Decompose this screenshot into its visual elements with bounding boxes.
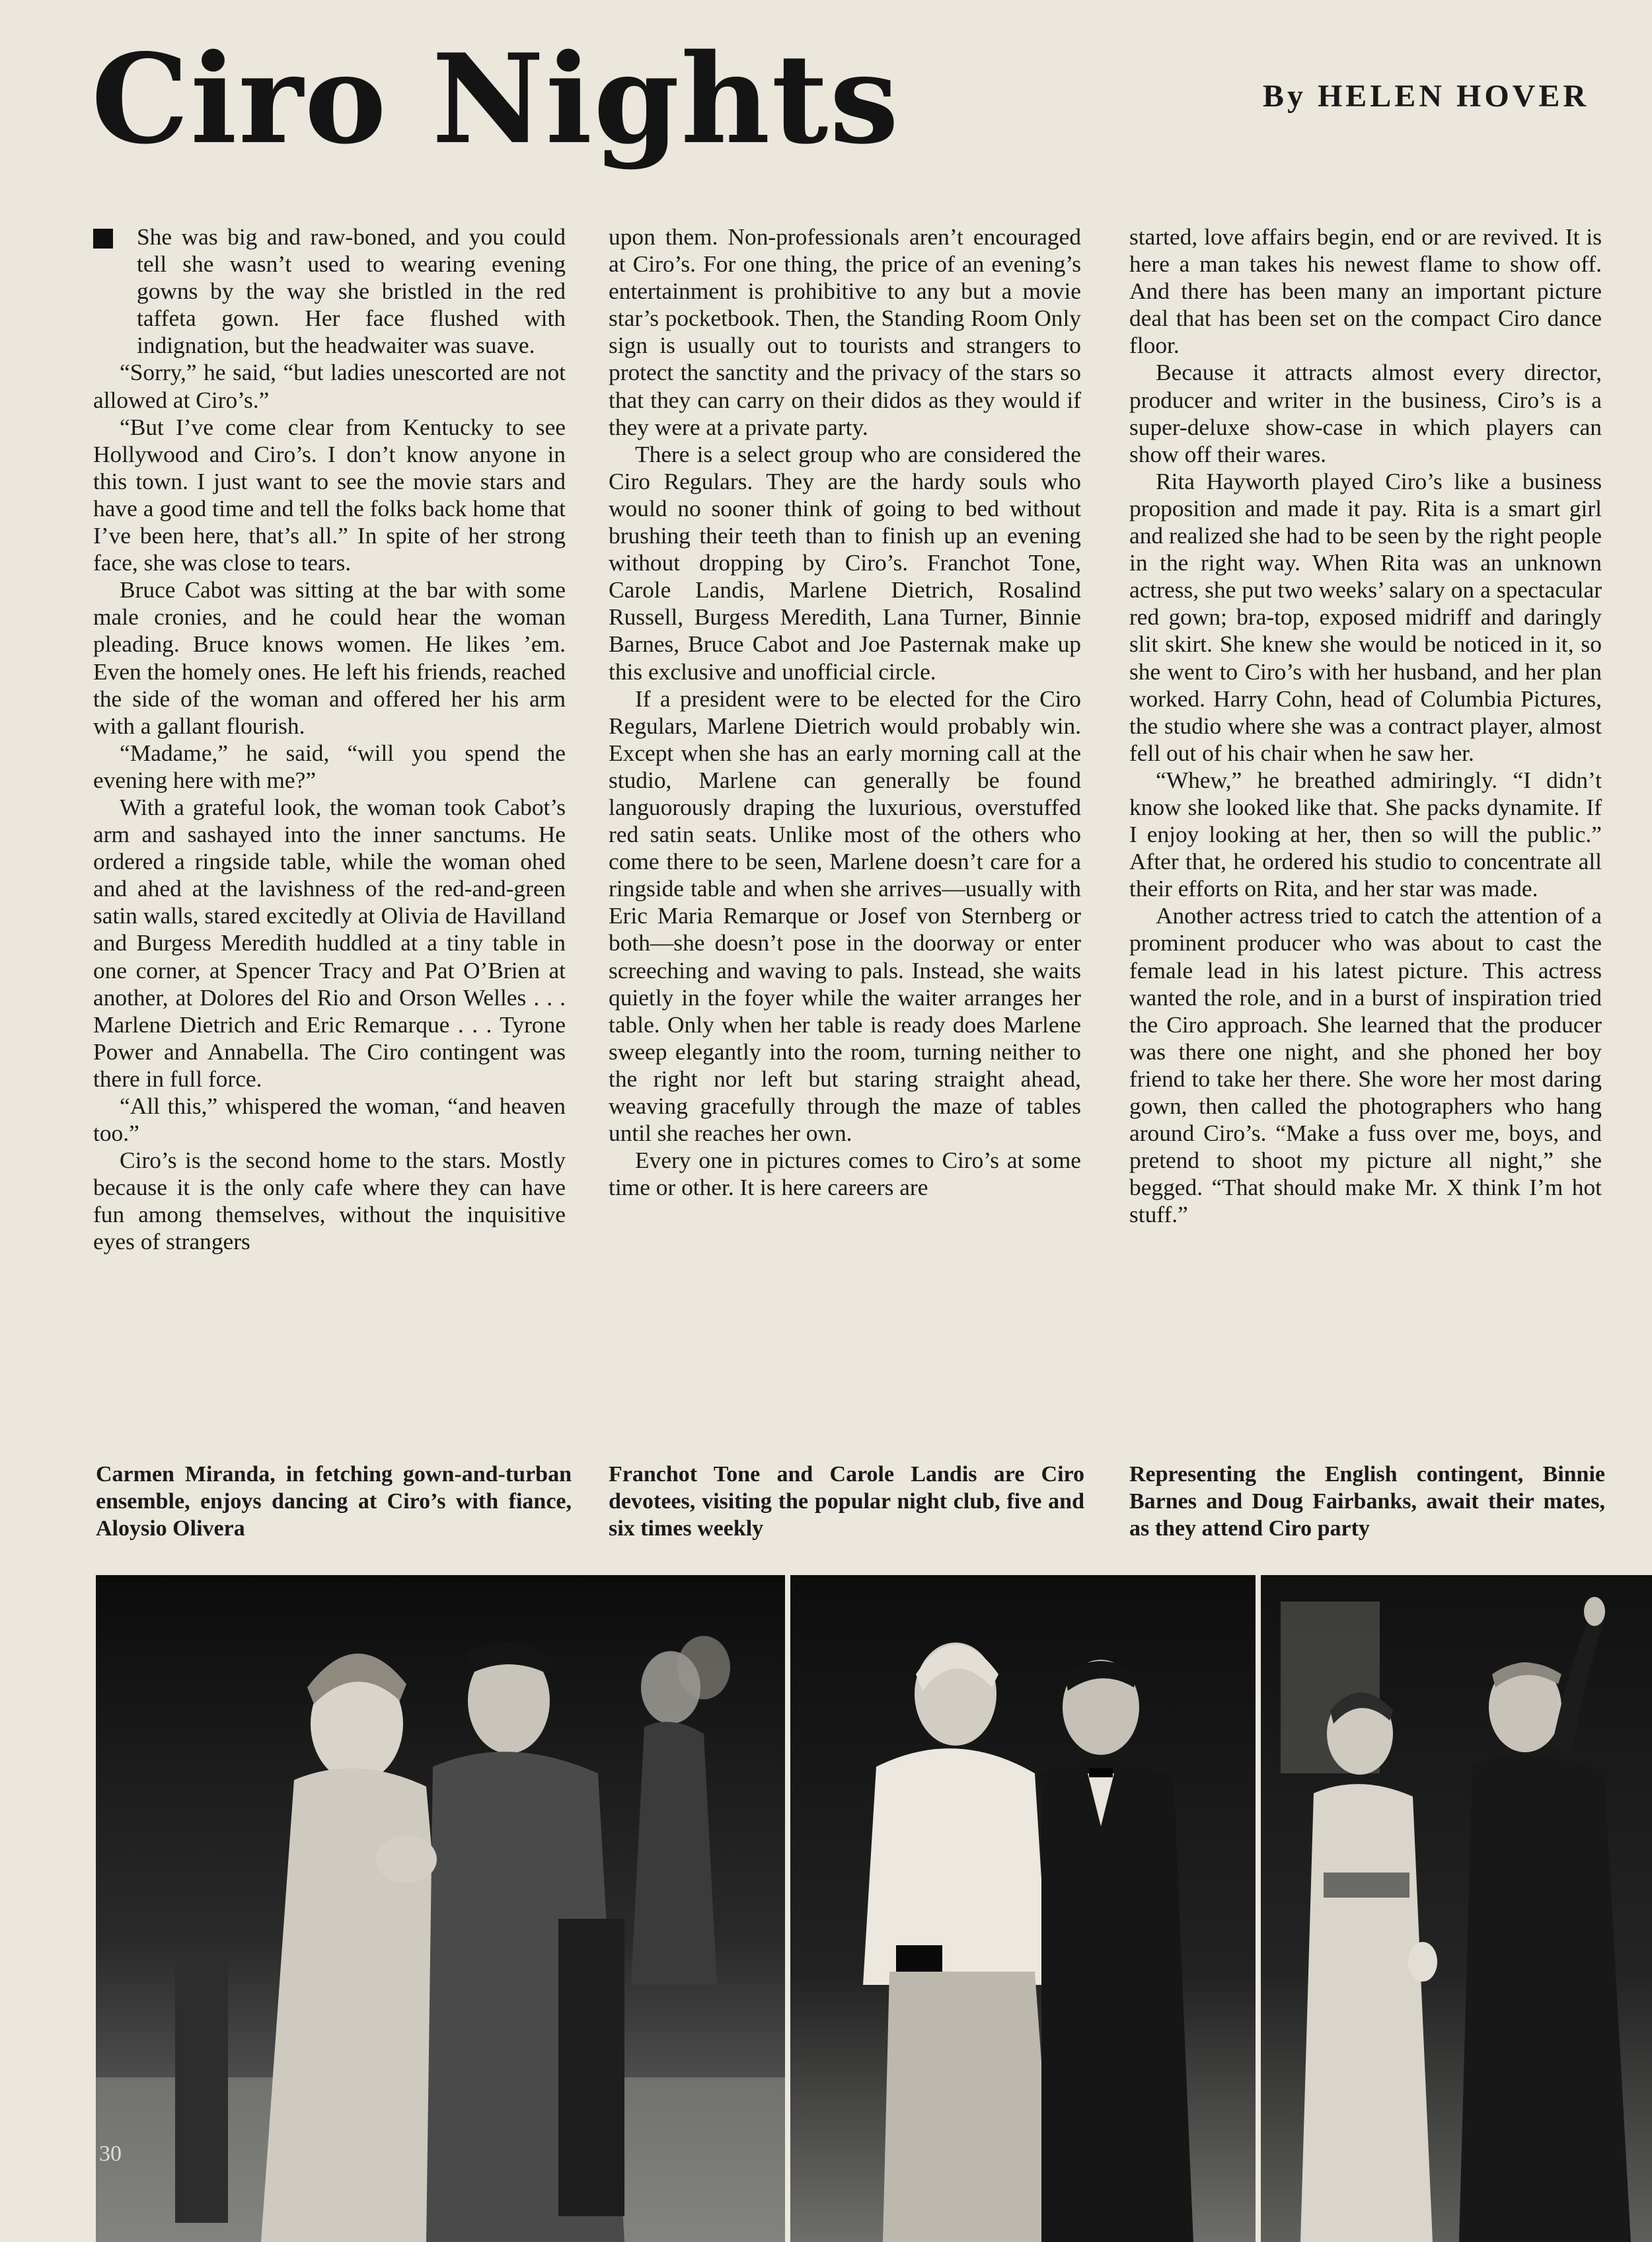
paragraph: Another actress tried to catch the attention of a prominent producer who was about to cast the female lead in his latest picture. This actress wanted the role, and in a burst of inspiration tried the Ciro approach. She learned that the producer was there one night, and she phoned her boy friend to take her there. She wore her most daring gown, then called the photographers who hang around Ciro’s. “Make a fuss over me, boys, and pretend to shoot my picture all night,” she begged. “That should make Mr. X think I’m hot stuff.” xyxy=(1129,902,1602,1228)
paragraph: started, love affairs begin, end or are revived. It is here a man takes his newest flame to show off. And there has been many an important picture deal that has been set on the compact Ciro dance floor. xyxy=(1129,223,1602,359)
photo-caption-2: Franchot Tone and Carole Landis are Ciro devotees, visiting the popular night club, five and six times weekly xyxy=(609,1462,1084,1541)
paragraph: She was big and raw-boned, and you could tell she wasn’t used to wearing evening gowns by the way she bristled in the red taffeta gown. Her face flushed with indignation, but the headwaiter was suave. xyxy=(93,223,566,359)
paragraph: Rita Hayworth played Ciro’s like a business proposition and made it pay. Rita is a smart girl and realized she had to be seen by the right people in the right way. When Rita was an unknown actress, she put two weeks’ salary on a spectacular red gown; bra-top, exposed midriff and daringly slit skirt. She knew she would be noticed in it, so she went to Ciro’s with her husband, and her plan worked. Harry Cohn, head of Columbia Pictures, the studio where she was a contract player, almost fell out of his chair when he saw her. xyxy=(1129,467,1602,766)
paragraph: “Madame,” he said, “will you spend the evening here with me?” xyxy=(93,739,566,793)
photo-caption-3: Representing the English contingent, Binnie Barnes and Doug Fairbanks, await their mates, as they attend Ciro party xyxy=(1129,1462,1605,1541)
paragraph: Because it attracts almost every director, producer and writer in the business, Ciro’s is a super-deluxe show-case in which players can show off their wares. xyxy=(1129,359,1602,467)
text-column-3 xyxy=(1129,223,1602,1228)
paragraph: With a grateful look, the woman took Cabot’s arm and sashayed into the inner sanctums. He ordered a ringside table, while the woman ohed and ahed at the lavishness of the red-and-green satin walls, stared excitedly at Olivia de Havilland and Burgess Meredith huddled at a tiny table in one corner, at Spencer Tracy and Pat O’Brien at another, at Dolores del Rio and Orson Welles . . . Marlene Dietrich and Eric Remarque . . . Tyrone Power and Annabella. The Ciro contingent was there in full force. xyxy=(93,793,566,1092)
paragraph: upon them. Non-professionals aren’t encouraged at Ciro’s. For one thing, the price of an evening’s entertainment is prohibitive to any but a movie star’s pocketbook. Then, the Standing Room Only sign is usually out to tourists and strangers to protect the sanctity and the privacy of the stars so that they can carry on their didos as they would if they were at a private party. xyxy=(609,223,1081,440)
paragraph: “Whew,” he breathed admiringly. “I didn’t know she looked like that. She packs dynamite. If I enjoy looking at her, then so will the public.” After that, he ordered his studio to concentrate all their efforts on Rita, and her star was made. xyxy=(1129,766,1602,902)
photo-binnie-barnes-doug-fairbanks xyxy=(1261,1575,1652,2242)
paragraph: Every one in pictures comes to Ciro’s at some time or other. It is here careers are xyxy=(609,1147,1081,1201)
photo-caption-1: Carmen Miranda, in fetching gown-and-turban ensemble, enjoys dancing at Ciro’s with fiance, Aloysio Olivera xyxy=(96,1462,572,1541)
paragraph: Ciro’s is the second home to the stars. Mostly because it is the only cafe where they can have fun among themselves, without the inquisitive eyes of strangers xyxy=(93,1147,566,1255)
photo-franchot-tone-carole-landis xyxy=(790,1575,1256,2242)
paragraph: Bruce Cabot was sitting at the bar with some male cronies, and he could hear the woman pleading. Bruce knows women. He likes ’em. Even the homely ones. He left his friends, reached the side of the woman and offered her his arm with a gallant flourish. xyxy=(93,576,566,739)
byline: By HELEN HOVER xyxy=(1262,79,1589,114)
square-bullet-icon xyxy=(93,229,113,249)
article-title: Ciro Nights xyxy=(91,26,901,171)
paragraph: “But I’ve come clear from Kentucky to see Hollywood and Ciro’s. I don’t know anyone in this town. I just want to see the movie stars and have a good time and tell the folks back home that I’ve been here, that’s all.” In spite of her strong face, she was close to tears. xyxy=(93,413,566,576)
photo-carmen-miranda-dancing xyxy=(96,1575,785,2242)
paragraph: If a president were to be elected for the Ciro Regulars, Marlene Dietrich would probably win. Except when she has an early morning call at the studio, Marlene can generally be found languorously draping the luxurious, overstuffed red satin seats. Unlike most of the others who come there to be seen, Marlene doesn’t care for a ringside table and when she arrives—usually with Eric Maria Remarque or Josef von Sternberg or both—she doesn’t pose in the doorway or enter screeching and waving to pals. Instead, she waits quietly in the foyer while the waiter arranges her table. Only when her table is ready does Marlene sweep elegantly into the room, turning neither to the right nor left but staring straight ahead, weaving gracefully through the maze of tables until she reaches her own. xyxy=(609,685,1081,1147)
paragraph: “All this,” whispered the woman, “and heaven too.” xyxy=(93,1093,566,1147)
text-column-1 xyxy=(93,223,566,1256)
paragraph: There is a select group who are considered the Ciro Regulars. They are the hardy souls who would no sooner think of going to bed without brushing their teeth than to finish up an evening without dropping by Ciro’s. Franchot Tone, Carole Landis, Marlene Dietrich, Rosalind Russell, Burgess Meredith, Lana Turner, Binnie Barnes, Bruce Cabot and Joe Pasternak make up this exclusive and unofficial circle. xyxy=(609,440,1081,685)
text-column-2 xyxy=(609,223,1081,1201)
paragraph: “Sorry,” he said, “but ladies unescorted are not allowed at Ciro’s.” xyxy=(93,359,566,413)
page-number: 30 xyxy=(99,2142,122,2166)
